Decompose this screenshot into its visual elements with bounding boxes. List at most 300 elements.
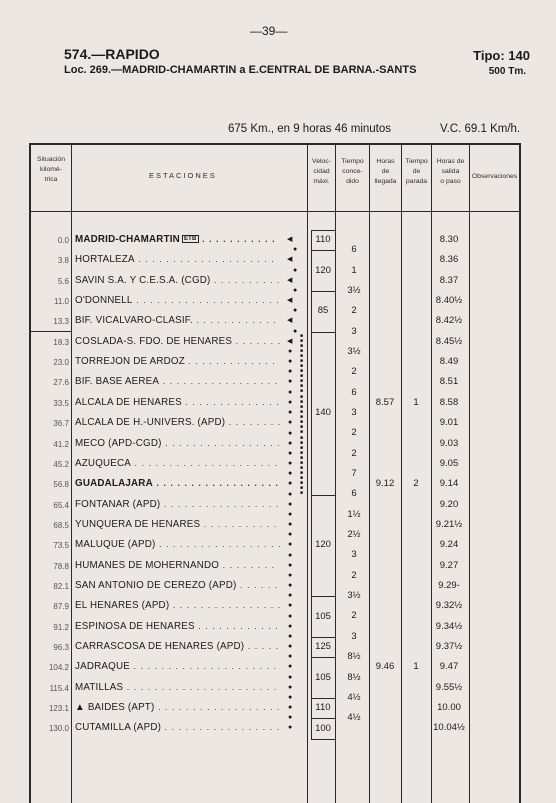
timetable — [29, 143, 520, 803]
speed-limit: 105 — [315, 610, 331, 622]
page-number: —39— — [250, 24, 288, 38]
header-salida-line1: Horas de — [436, 158, 465, 165]
signal-dot: ● — [288, 449, 293, 457]
tiempo-concedido: 8½ — [347, 671, 361, 683]
signal-mark: ● — [288, 520, 293, 528]
header-km-line3: trica — [44, 176, 58, 183]
tiempo-concedido: 3½ — [347, 284, 361, 296]
km-value: 13.3 — [53, 317, 69, 327]
header-tiempo-line2: conce- — [342, 168, 363, 175]
signal-dot: ● — [293, 327, 298, 335]
leader-dots: . . . . . . . . — [225, 417, 282, 428]
signal-mark: ◀ — [287, 317, 293, 325]
leader-dots: . . . . . . . . . . . — [200, 518, 278, 529]
header-velocidad-line3: máxi. — [313, 178, 330, 185]
tiempo-concedido: 2 — [351, 366, 357, 378]
station-label: CARRASCOSA DE HENARES (APD) — [75, 641, 245, 652]
tiempo-concedido: 2½ — [347, 529, 361, 541]
tiempo-concedido: 4½ — [347, 691, 361, 703]
table-row — [29, 678, 520, 698]
table-row — [29, 352, 520, 372]
km-value: 56.8 — [53, 480, 69, 490]
leader-dots: . . . . . . — [236, 579, 279, 590]
tiempo-concedido: 3½ — [347, 345, 361, 357]
square-mark: ■ — [300, 388, 304, 395]
tiempo-concedido: 2 — [351, 305, 357, 317]
station-name — [75, 702, 280, 713]
signal-mark: ● — [288, 724, 293, 732]
signal-mark: ● — [288, 398, 293, 406]
signal-mark: ◀ — [287, 256, 293, 264]
station-label: SAVIN S.A. Y C.E.S.A. (CGD) — [75, 274, 211, 286]
signal-dot: ● — [288, 429, 293, 437]
leader-dots: . . . . . . . . . . . . . . . . . . . . . — [129, 661, 277, 672]
km-value: 82.1 — [53, 581, 69, 591]
table-row — [29, 332, 520, 352]
tiempo-concedido: 6 — [351, 386, 357, 398]
header-km — [31, 155, 71, 185]
station-label: MATILLAS — [75, 681, 124, 693]
leader-dots: . . . . . . . . . . . . . . . . . . — [152, 478, 279, 489]
station-label: HUMANES DE MOHERNANDO — [75, 559, 220, 571]
signal-mark: ● — [288, 500, 293, 508]
header-km-line2: kilomé- — [40, 166, 62, 173]
station-label: YUNQUERA DE HENARES — [75, 518, 201, 530]
station-name — [75, 295, 280, 306]
station-name — [75, 417, 281, 428]
speed-limit: 110 — [315, 234, 331, 246]
header-velocidad-line2: cidad — [313, 168, 330, 175]
signal-dot: ● — [288, 368, 293, 376]
train-tipo: Tipo: 140 — [473, 48, 530, 63]
station-name — [75, 722, 280, 733]
square-mark: ■ — [300, 347, 304, 354]
km-value: 0.0 — [57, 236, 69, 245]
signal-dot: ● — [288, 633, 293, 640]
trip-summary: 675 Km., en 9 horas 46 minutos — [228, 123, 392, 135]
table-row — [29, 657, 520, 677]
signal-dot: ● — [293, 307, 298, 315]
km-value: 87.9 — [53, 602, 69, 612]
leader-dots: . . . . . . . . . . . . . . — [181, 396, 280, 407]
table-row — [29, 434, 520, 454]
leader-dots: . . . . . . . . . . . . . . . . . . . . . . — [123, 681, 278, 692]
departure-time: 10.00 — [437, 702, 461, 714]
signal-mark: ● — [288, 581, 293, 589]
table-row — [29, 250, 520, 270]
tiempo-concedido: 3 — [351, 325, 357, 337]
header-tiempo-parada — [402, 157, 431, 187]
km-value: 23.0 — [53, 358, 69, 368]
signal-mark: ◀ — [287, 297, 293, 305]
train-title: 574.—RAPIDO — [64, 46, 160, 62]
square-mark: ■ — [300, 353, 304, 360]
leader-dots: . . . . . . . . . . . . . . . . . . . . . — [132, 295, 280, 306]
leader-dots: . . . . . . . . . . . . — [192, 315, 277, 326]
station-label: ALCALA DE H.-UNIVERS. (APD) — [75, 417, 226, 429]
tiempo-concedido: 3 — [351, 630, 357, 642]
table-row — [29, 718, 520, 738]
table-row — [29, 596, 520, 616]
signal-mark: ● — [288, 541, 293, 549]
signal-mark: ◀ — [287, 236, 293, 243]
leader-dots: . . . . . . . . . . . — [198, 234, 276, 244]
station-label: GUADALAJARA — [75, 478, 153, 490]
departure-time: 9.14 — [439, 478, 459, 490]
header-bottom-rule — [29, 211, 520, 212]
station-name — [75, 560, 275, 571]
stop-time: 1 — [413, 661, 419, 673]
table-row — [29, 637, 520, 657]
header-llegada-line2: de — [381, 168, 390, 175]
table-row — [29, 311, 520, 331]
station-label: O'DONNELL — [75, 295, 133, 307]
signal-mark: ● — [288, 358, 293, 366]
arrival-time: 9.12 — [375, 478, 395, 490]
signal-dot: ● — [288, 510, 293, 518]
signal-mark: ● — [288, 480, 293, 488]
tiempo-concedido: 7 — [351, 468, 357, 480]
square-mark: ■ — [300, 485, 304, 492]
departure-time: 9.21½ — [435, 518, 463, 530]
departure-time: 8.37 — [439, 274, 459, 286]
square-mark: ■ — [300, 408, 304, 415]
signal-dot: ● — [288, 571, 293, 579]
table-row — [29, 474, 520, 494]
km-value: 45.2 — [53, 459, 69, 469]
station-name — [75, 376, 278, 387]
km-value: 65.4 — [53, 500, 69, 510]
signal-dot: ● — [293, 246, 298, 254]
station-name — [75, 499, 279, 510]
station-label: AZUQUECA — [75, 457, 132, 469]
station-label: COSLADA-S. FDO. DE HENARES — [75, 335, 233, 347]
station-label: MALUQUE (APD) — [75, 539, 156, 551]
signal-mark: ● — [288, 602, 293, 610]
square-mark: ■ — [300, 454, 304, 461]
stop-time: 2 — [413, 478, 419, 490]
table-row — [29, 556, 520, 576]
header-horas-llegada — [370, 157, 401, 187]
leader-dots: . . . . . . . . . . . . . . . . . — [161, 722, 281, 733]
departure-time: 8.45½ — [435, 335, 463, 347]
signal-mark: ◀ — [287, 337, 293, 345]
square-mark: ■ — [300, 464, 304, 471]
speed-limit: 100 — [315, 722, 331, 734]
square-mark: ■ — [300, 368, 304, 375]
station-label: ▲ BAIDES (APT) — [75, 702, 155, 714]
tiempo-concedido: 2 — [351, 610, 357, 622]
square-mark: ■ — [300, 337, 304, 344]
leader-dots: . . . . . . . . . . . . — [194, 620, 279, 631]
header-observaciones: Observaciones — [471, 173, 518, 180]
signal-mark: ● — [288, 704, 293, 712]
station-name — [75, 438, 281, 449]
header-velocidad-line1: Veloc- — [312, 158, 331, 165]
header-horas-salida — [432, 157, 469, 187]
square-mark: ■ — [300, 363, 304, 370]
speed-limit: 110 — [315, 702, 331, 714]
square-mark: ■ — [300, 439, 304, 446]
square-mark: ■ — [300, 332, 304, 339]
signal-dot: ● — [288, 409, 293, 417]
station-name — [75, 478, 279, 489]
station-label: TORREJON DE ARDOZ — [75, 356, 185, 368]
departure-time: 8.30 — [439, 234, 459, 245]
header-llegada-line3: llegada — [374, 178, 397, 185]
signal-dot: ● — [288, 694, 293, 702]
table-row — [29, 495, 520, 515]
header-parada-line2: de — [412, 168, 421, 175]
km-value: 11.0 — [54, 297, 69, 307]
leader-dots: . . . . . . . — [232, 335, 282, 346]
km-value: 27.6 — [53, 378, 69, 388]
leader-dots: . . . . . . . . . . . . . . . . — [169, 600, 282, 611]
square-mark: ■ — [300, 444, 304, 451]
leader-dots: . . . . . . . . . . . . . . . . . . — [154, 702, 281, 713]
km-value: 68.5 — [53, 520, 69, 530]
tiempo-concedido: 6 — [351, 244, 357, 256]
station-name — [75, 336, 281, 347]
square-mark: ■ — [300, 424, 304, 431]
departure-time: 9.34½ — [435, 620, 463, 632]
station-name — [75, 519, 277, 530]
speed-limit: 85 — [317, 305, 329, 317]
leader-dots: . . . . . . . . . . . . . . . . . . . . . — [131, 457, 279, 468]
station-label: HORTALEZA — [75, 254, 135, 266]
station-name — [75, 275, 281, 286]
station-name — [75, 315, 277, 326]
departure-time: 8.40½ — [435, 295, 463, 307]
header-tiempo-line3: dido — [346, 178, 359, 185]
departure-time: 8.49 — [439, 356, 459, 368]
tiempo-concedido: 3½ — [347, 590, 361, 602]
leader-dots: . . . . . . . . . . . . . . . . . — [159, 376, 279, 387]
train-weight: 500 Tm. — [488, 66, 526, 77]
speed-limit: 120 — [315, 264, 331, 276]
station-label: FONTANAR (APD) — [75, 498, 161, 510]
square-mark: ■ — [300, 342, 304, 349]
square-mark: ■ — [300, 449, 304, 456]
leader-dots: . . . . . . . . . . . . . . . . . . — [155, 539, 282, 550]
departure-time: 8.58 — [439, 396, 459, 408]
tiempo-concedido: 8½ — [347, 651, 361, 663]
header-tiempo-concedido — [336, 157, 369, 187]
signal-dot: ● — [288, 531, 293, 539]
leader-dots: . . . . . . . . . . . . . . . . . — [161, 437, 281, 448]
station-name — [75, 661, 277, 672]
leader-dots: . . . . . . . . . . . . . . . . . — [160, 498, 280, 509]
tiempo-concedido: 4½ — [347, 712, 361, 724]
table-row — [29, 372, 520, 392]
speed-limit: 125 — [315, 641, 331, 653]
departure-time: 9.47 — [439, 661, 459, 673]
square-mark: ■ — [300, 429, 304, 436]
departure-time: 10.04½ — [433, 722, 465, 734]
signal-dot: ● — [293, 287, 298, 295]
square-mark: ■ — [300, 480, 304, 487]
signal-mark: ● — [288, 643, 293, 650]
signal-dot: ● — [288, 551, 293, 559]
square-mark: ■ — [300, 378, 304, 385]
leader-dots: . . . . . . . . . . . . . . . . . . . . — [134, 254, 275, 265]
tiempo-concedido: 2 — [351, 427, 357, 439]
signal-mark: ● — [288, 459, 293, 467]
station-label: JADRAQUE — [75, 661, 130, 673]
signal-dot: ● — [288, 592, 293, 600]
km-value: 36.7 — [53, 419, 69, 429]
etb-badge: ETB — [183, 236, 197, 242]
departure-time: 9.03 — [439, 437, 459, 449]
table-row — [29, 393, 520, 413]
speed-limit: 105 — [315, 671, 331, 683]
station-name — [75, 641, 279, 652]
station-name — [75, 234, 276, 245]
station-label: SAN ANTONIO DE CEREZO (APD) — [75, 579, 237, 591]
departure-time: 9.29- — [438, 579, 460, 591]
table-row — [29, 230, 520, 250]
station-name — [75, 539, 281, 550]
header-km-line1: Situación — [37, 156, 65, 163]
signal-mark: ● — [288, 378, 293, 386]
table-row — [29, 271, 520, 291]
signal-dot: ● — [288, 714, 293, 722]
stop-time: 1 — [413, 396, 419, 408]
km-value: 91.2 — [53, 622, 69, 632]
commercial-speed: V.C. 69.1 Km/h. — [440, 123, 521, 135]
signal-mark: ● — [288, 622, 293, 630]
signal-mark: ● — [288, 561, 293, 569]
station-name — [75, 397, 280, 408]
signal-dot: ● — [288, 388, 293, 396]
station-label: ALCALA DE HENARES — [75, 396, 182, 408]
station-label: ESPINOSA DE HENARES — [75, 620, 195, 632]
header-llegada-line1: Horas — [376, 158, 395, 165]
table-row — [29, 617, 520, 637]
km-value: 33.5 — [53, 398, 69, 408]
km-value: 78.8 — [53, 561, 69, 571]
tiempo-concedido: 6 — [351, 488, 357, 500]
km-value: 73.5 — [53, 541, 69, 551]
km-value: 96.3 — [53, 643, 69, 652]
station-name — [75, 356, 276, 367]
station-label: CUTAMILLA (APD) — [75, 722, 162, 734]
km-value: 3.8 — [57, 256, 69, 266]
signal-mark: ● — [288, 683, 293, 691]
departure-time: 9.55½ — [435, 681, 463, 693]
departure-time: 9.27 — [439, 559, 459, 571]
station-label: MADRID-CHAMARTIN — [75, 234, 180, 245]
tiempo-concedido: 1½ — [347, 508, 361, 520]
table-row — [29, 413, 520, 433]
train-route: Loc. 269.—MADRID-CHAMARTIN a E.CENTRAL DE BARNA.-SANTS — [64, 64, 417, 76]
signal-dot: ● — [288, 490, 293, 498]
tiempo-concedido: 2 — [351, 447, 357, 459]
speed-limit: 120 — [315, 539, 331, 551]
km-value: 130.0 — [48, 724, 69, 734]
square-mark: ■ — [300, 393, 304, 400]
square-mark: ■ — [300, 414, 304, 421]
arrival-time: 9.46 — [375, 661, 395, 673]
signal-mark: ● — [288, 419, 293, 427]
square-mark: ■ — [300, 459, 304, 466]
km-value: 5.6 — [57, 276, 69, 286]
arrival-time: 8.57 — [375, 396, 395, 408]
square-mark: ■ — [300, 358, 304, 365]
tiempo-concedido: 2 — [351, 569, 357, 581]
km-value: 18.3 — [53, 337, 69, 347]
km-value: 115.4 — [49, 683, 69, 693]
departure-time: 8.36 — [439, 254, 459, 266]
departure-time: 8.42½ — [435, 315, 463, 327]
square-mark: ■ — [300, 398, 304, 405]
station-name — [75, 600, 281, 611]
table-row — [29, 291, 520, 311]
station-label: BIF. BASE AEREA — [75, 376, 160, 388]
square-mark: ■ — [300, 403, 304, 410]
station-name — [75, 254, 275, 265]
header-tiempo-line1: Tiempo — [341, 158, 364, 165]
table-top-rule — [29, 143, 520, 145]
station-name — [75, 580, 278, 591]
square-mark: ■ — [300, 373, 304, 380]
leader-dots: . . . . . . . . . . . . . — [184, 356, 276, 367]
square-mark: ■ — [300, 383, 304, 390]
departure-time: 9.01 — [439, 417, 459, 429]
table-row — [29, 515, 520, 535]
departure-time: 9.05 — [439, 457, 459, 469]
km-value: 104.2 — [48, 663, 69, 673]
signal-dot: ● — [288, 653, 293, 661]
leader-dots: . . . . . . . . . . — [210, 274, 281, 285]
header-parada-line3: parada — [405, 178, 428, 185]
signal-dot: ● — [293, 266, 298, 274]
header-velocidad — [308, 157, 335, 187]
station-name — [75, 458, 278, 469]
table-row — [29, 535, 520, 555]
signal-mark: ◀ — [287, 276, 293, 284]
speed-limit: 140 — [315, 407, 331, 419]
square-mark: ■ — [300, 419, 304, 426]
tiempo-concedido: 3 — [351, 406, 357, 418]
tiempo-concedido: 3 — [351, 549, 357, 561]
departure-time: 9.32½ — [435, 600, 463, 612]
station-label: MECO (APD-CGD) — [75, 437, 162, 449]
table-row — [29, 454, 520, 474]
square-mark: ■ — [300, 475, 304, 482]
table-row — [29, 576, 520, 596]
signal-dot: ● — [288, 673, 293, 681]
signal-dot: ● — [288, 470, 293, 478]
signal-dot: ● — [288, 612, 293, 620]
square-mark: ■ — [300, 490, 304, 497]
km-value: 41.2 — [53, 439, 69, 449]
signal-dot: ● — [288, 348, 293, 356]
departure-time: 8.51 — [439, 376, 459, 388]
leader-dots: . . . . . — [244, 641, 280, 651]
square-mark: ■ — [300, 469, 304, 476]
signal-mark: ● — [288, 439, 293, 447]
departure-time: 9.24 — [439, 539, 459, 551]
leader-dots: . . . . . . . . — [219, 559, 276, 570]
station-name — [75, 621, 279, 632]
km-value: 123.1 — [48, 704, 69, 714]
signal-mark: ● — [288, 663, 293, 671]
header-estaciones: ESTACIONES — [149, 171, 217, 180]
header-parada-line1: Tiempo — [405, 158, 428, 165]
header-salida-line3: o paso — [440, 178, 461, 185]
departure-time: 9.37½ — [435, 641, 463, 652]
